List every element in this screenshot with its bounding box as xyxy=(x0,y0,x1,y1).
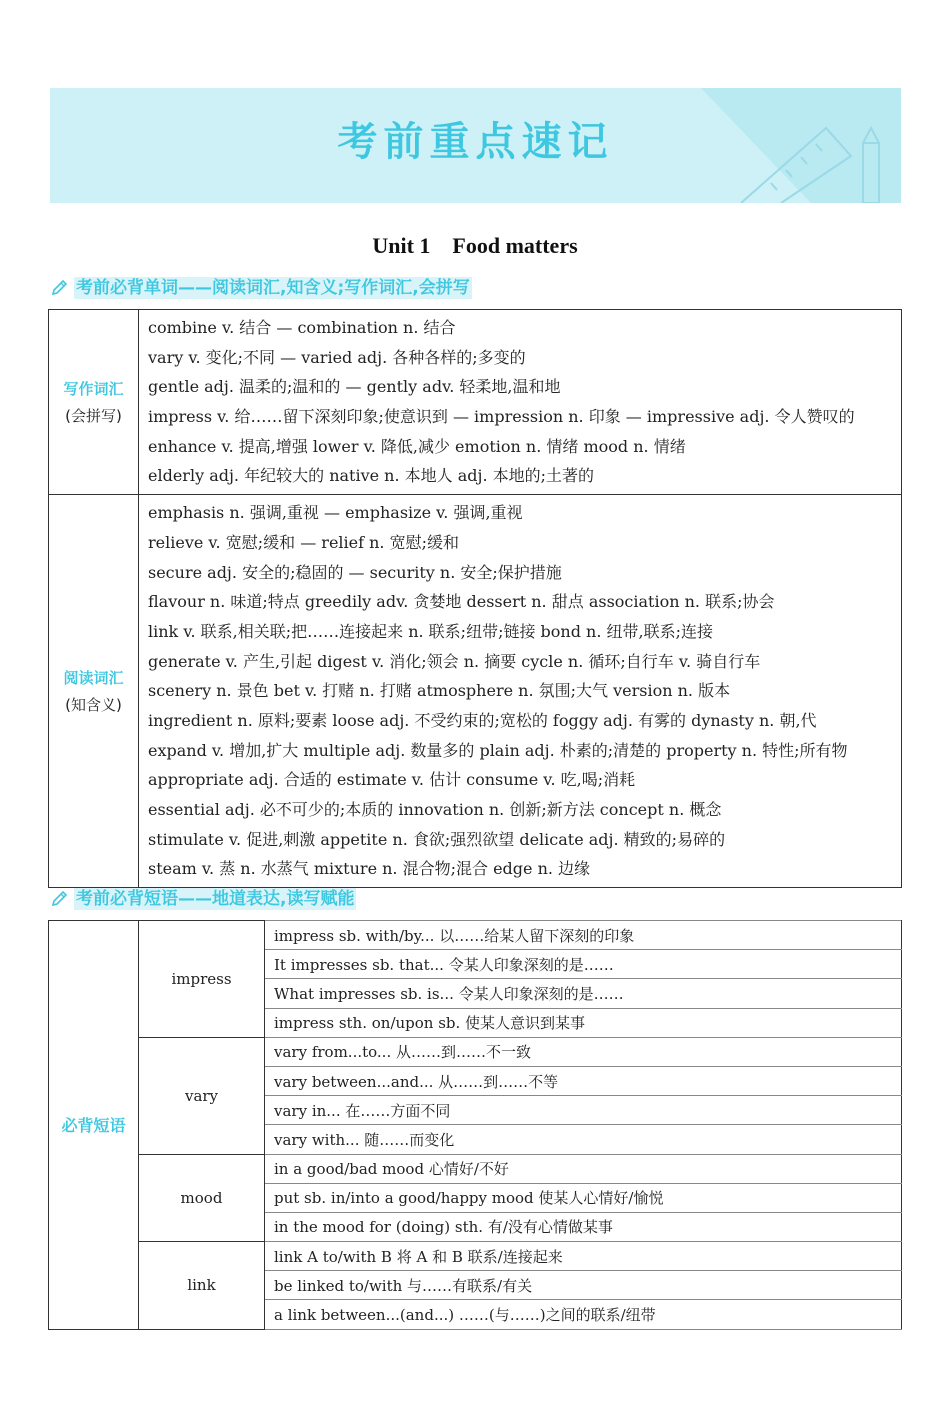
head-word: link xyxy=(139,1242,265,1330)
vocab-line: link v. 联系,相关联;把……连接起来 n. 联系;纽带;链接 bond n. 纽带,联系;连接 xyxy=(148,621,714,641)
phrase-item: vary with... 随……而变化 xyxy=(265,1125,902,1154)
reading-vocab-list xyxy=(139,495,902,888)
table-row xyxy=(49,1037,902,1066)
phrase-item: vary in... 在……方面不同 xyxy=(265,1096,902,1125)
phrase-item: a link between...(and...) ……(与……)之间的联系/纽带 xyxy=(265,1300,902,1329)
banner-title: 考前重点速记 xyxy=(337,119,614,165)
vocab-line: essential adj. 必不可少的;本质的 innovation n. 创新;新方法 concept n. 概念 xyxy=(148,800,722,819)
category-note: (知含义) xyxy=(65,696,122,715)
vocab-line: combine v. 结合 — combination n. 结合 xyxy=(148,318,456,337)
vocabulary-table xyxy=(48,309,902,888)
vocab-line: appropriate adj. 合适的 estimate v. 估计 consume v. 吃,喝;消耗 xyxy=(148,770,636,790)
pencil-icon xyxy=(50,890,68,908)
head-word: mood xyxy=(139,1154,265,1242)
phrase-item: impress sth. on/upon sb. 使某人意识到某事 xyxy=(265,1008,902,1037)
phrase-item: be linked to/with 与……有联系/有关 xyxy=(265,1271,902,1300)
phrase-item: vary between...and... 从……到……不等 xyxy=(265,1066,902,1095)
vocab-line: secure adj. 安全的;稳固的 — security n. 安全;保护措施 xyxy=(148,562,562,582)
vocab-line: scenery n. 景色 bet v. 打赌 n. 打赌 atmosphere n. 氛围;大气 version n. 版本 xyxy=(148,681,731,701)
reading-vocab-row xyxy=(49,495,902,888)
category-label: 阅读词汇 xyxy=(63,669,124,688)
pencil-icon xyxy=(50,279,68,297)
phrase-item: impress sb. with/by... 以……给某人留下深刻的印象 xyxy=(265,921,902,950)
phrase-item: in the mood for (doing) sth. 有/没有心情做某事 xyxy=(265,1212,902,1241)
vocab-line: gentle adj. 温柔的;温和的 — gently adv. 轻柔地,温和地 xyxy=(148,377,561,397)
vocab-line: elderly adj. 年纪较大的 native n. 本地人 adj. 本地的;土著的 xyxy=(148,466,595,486)
phrase-item: vary from...to... 从……到……不一致 xyxy=(265,1037,902,1066)
vocab-line: emphasis n. 强调,重视 — emphasize v. 强调,重视 xyxy=(148,503,523,523)
unit-name: Food matters xyxy=(452,233,578,258)
section-heading-label: 考前必背短语——地道表达,读写赋能 xyxy=(76,889,355,909)
section-heading-phrases xyxy=(50,887,356,911)
writing-vocab-category xyxy=(49,310,139,495)
vocab-line: flavour n. 味道;特点 greedily adv. 贪婪地 dessert n. 甜点 association n. 联系;协会 xyxy=(148,592,775,612)
phrases-category: 必背短语 xyxy=(49,921,139,1330)
category-label: 写作词汇 xyxy=(63,380,124,399)
header-banner xyxy=(50,88,901,203)
table-row xyxy=(49,921,902,950)
writing-vocab-list xyxy=(139,310,902,495)
table-row xyxy=(49,1154,902,1183)
vocab-line: steam v. 蒸 n. 水蒸气 mixture n. 混合物;混合 edge n. 边缘 xyxy=(148,859,591,879)
phrase-item: put sb. in/into a good/happy mood 使某人心情好/愉悦 xyxy=(265,1183,902,1212)
vocab-line: impress v. 给……留下深刻印象;使意识到 — impression n. 印象 — impressive adj. 令人赞叹的 xyxy=(148,407,855,427)
vocab-line: vary v. 变化;不同 — varied adj. 各种各样的;多变的 xyxy=(148,347,526,367)
vocab-line: ingredient n. 原料;要素 loose adj. 不受约束的;宽松的 foggy adj. 有雾的 dynasty n. 朝,代 xyxy=(148,710,817,730)
phrases-table xyxy=(48,920,902,1330)
head-word: vary xyxy=(139,1037,265,1154)
phrase-item: in a good/bad mood 心情好/不好 xyxy=(265,1154,902,1183)
section-heading-words xyxy=(50,276,472,300)
phrase-item: What impresses sb. is... 令某人印象深刻的是…… xyxy=(265,979,902,1008)
vocab-line: enhance v. 提高,增强 lower v. 降低,减少 emotion n. 情绪 mood n. 情绪 xyxy=(148,436,686,456)
table-row xyxy=(49,1242,902,1271)
phrase-item: It impresses sb. that... 令某人印象深刻的是…… xyxy=(265,950,902,979)
reading-vocab-category xyxy=(49,495,139,888)
section-heading-label: 考前必背单词——阅读词汇,知含义;写作词汇,会拼写 xyxy=(76,278,470,298)
vocab-line: expand v. 增加,扩大 multiple adj. 数量多的 plain adj. 朴素的;清楚的 property n. 特性;所有物 xyxy=(148,740,848,760)
vocab-line: generate v. 产生,引起 digest v. 消化;领会 n. 摘要 cycle n. 循环;自行车 v. 骑自行车 xyxy=(148,651,761,671)
writing-vocab-row xyxy=(49,310,902,495)
unit-label: Unit 1 xyxy=(372,233,431,258)
category-note: (会拼写) xyxy=(65,407,122,426)
unit-title xyxy=(0,233,950,259)
vocab-line: relieve v. 宽慰;缓和 — relief n. 宽慰;缓和 xyxy=(148,532,459,552)
vocab-line: stimulate v. 促进,刺激 appetite n. 食欲;强烈欲望 delicate adj. 精致的;易碎的 xyxy=(148,829,726,849)
head-word: impress xyxy=(139,921,265,1038)
phrase-item: link A to/with B 将 A 和 B 联系/连接起来 xyxy=(265,1242,902,1271)
